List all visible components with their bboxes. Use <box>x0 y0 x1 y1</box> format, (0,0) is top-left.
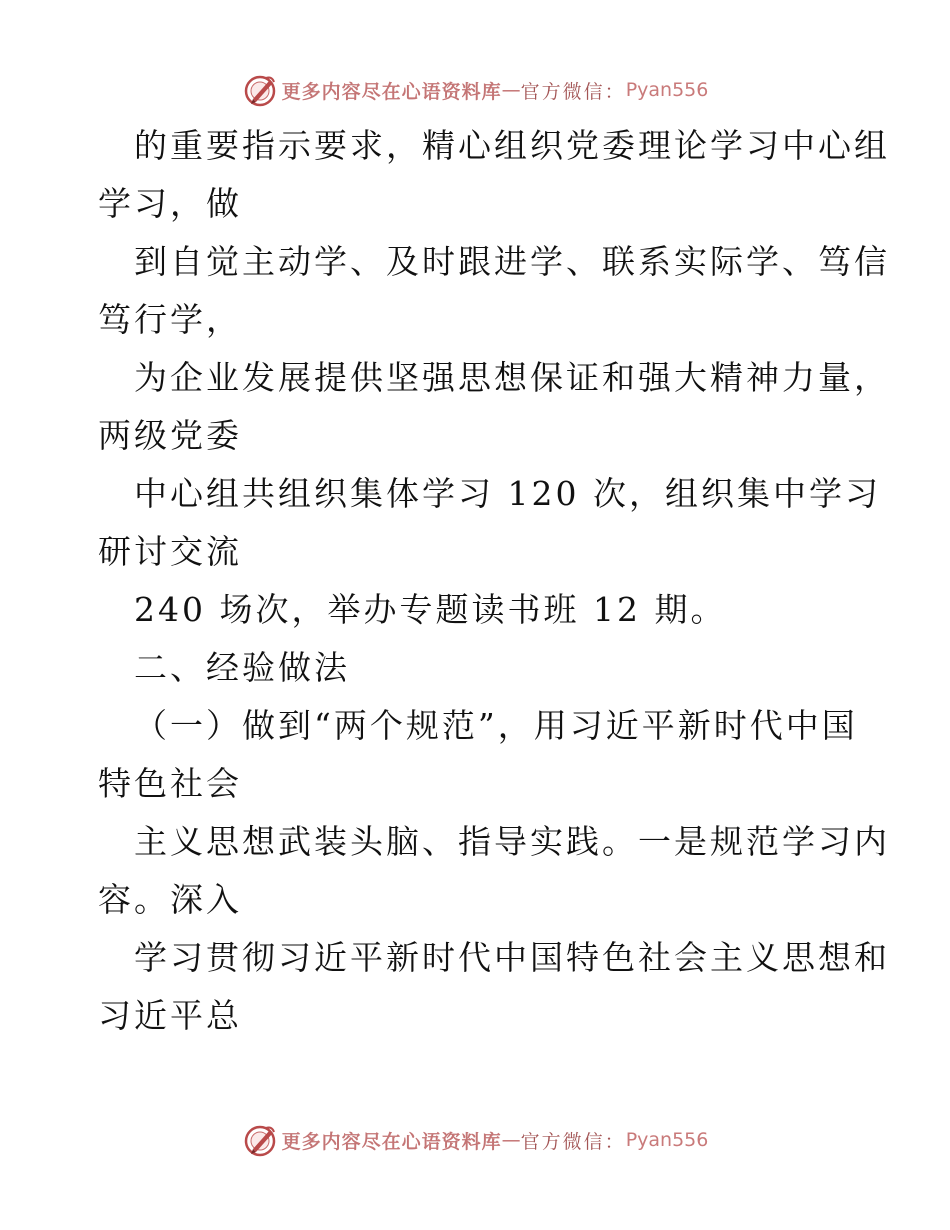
body-line: 笃行学， <box>98 300 242 339</box>
body-line: 容。深入 <box>98 880 242 919</box>
pen-logo-icon <box>242 1122 278 1158</box>
body-line: （一）做到“两个规范”，用习近平新时代中国 <box>134 706 858 745</box>
section-heading: 二、经验做法 <box>134 648 350 687</box>
body-line: 学习，做 <box>98 184 242 223</box>
body-line: 两级党委 <box>98 416 242 455</box>
footer-watermark <box>0 1120 950 1160</box>
watermark-wechat-label: 官方微信： <box>520 80 626 103</box>
watermark-separator: — <box>501 1129 521 1151</box>
body-line: 240 场次，举办专题读书班 12 期。 <box>134 590 727 629</box>
watermark-separator: — <box>501 79 521 101</box>
body-line: 的重要指示要求，精心组织党委理论学习中心组 <box>134 126 890 165</box>
body-line: 为企业发展提供坚强思想保证和强大精神力量， <box>134 358 890 397</box>
body-line: 习近平总 <box>98 996 242 1035</box>
watermark-wechat-id: Pyan556 <box>625 79 709 101</box>
body-line: 学习贯彻习近平新时代中国特色社会主义思想和 <box>134 938 890 977</box>
pen-logo-icon <box>242 72 278 108</box>
watermark-wechat-label: 官方微信： <box>520 1130 626 1153</box>
body-text <box>98 117 890 1045</box>
body-line: 到自觉主动学、及时跟进学、联系实际学、笃信 <box>134 242 890 281</box>
watermark-wechat-id: Pyan556 <box>625 1129 709 1151</box>
body-line: 中心组共组织集体学习 120 次，组织集中学习 <box>134 474 881 513</box>
watermark-brand: 更多内容尽在心语资料库 <box>281 80 502 103</box>
watermark-brand: 更多内容尽在心语资料库 <box>281 1130 502 1153</box>
body-line: 研讨交流 <box>98 532 242 571</box>
body-line: 特色社会 <box>98 764 242 803</box>
body-line: 主义思想武装头脑、指导实践。一是规范学习内 <box>134 822 890 861</box>
header-watermark <box>0 70 950 110</box>
